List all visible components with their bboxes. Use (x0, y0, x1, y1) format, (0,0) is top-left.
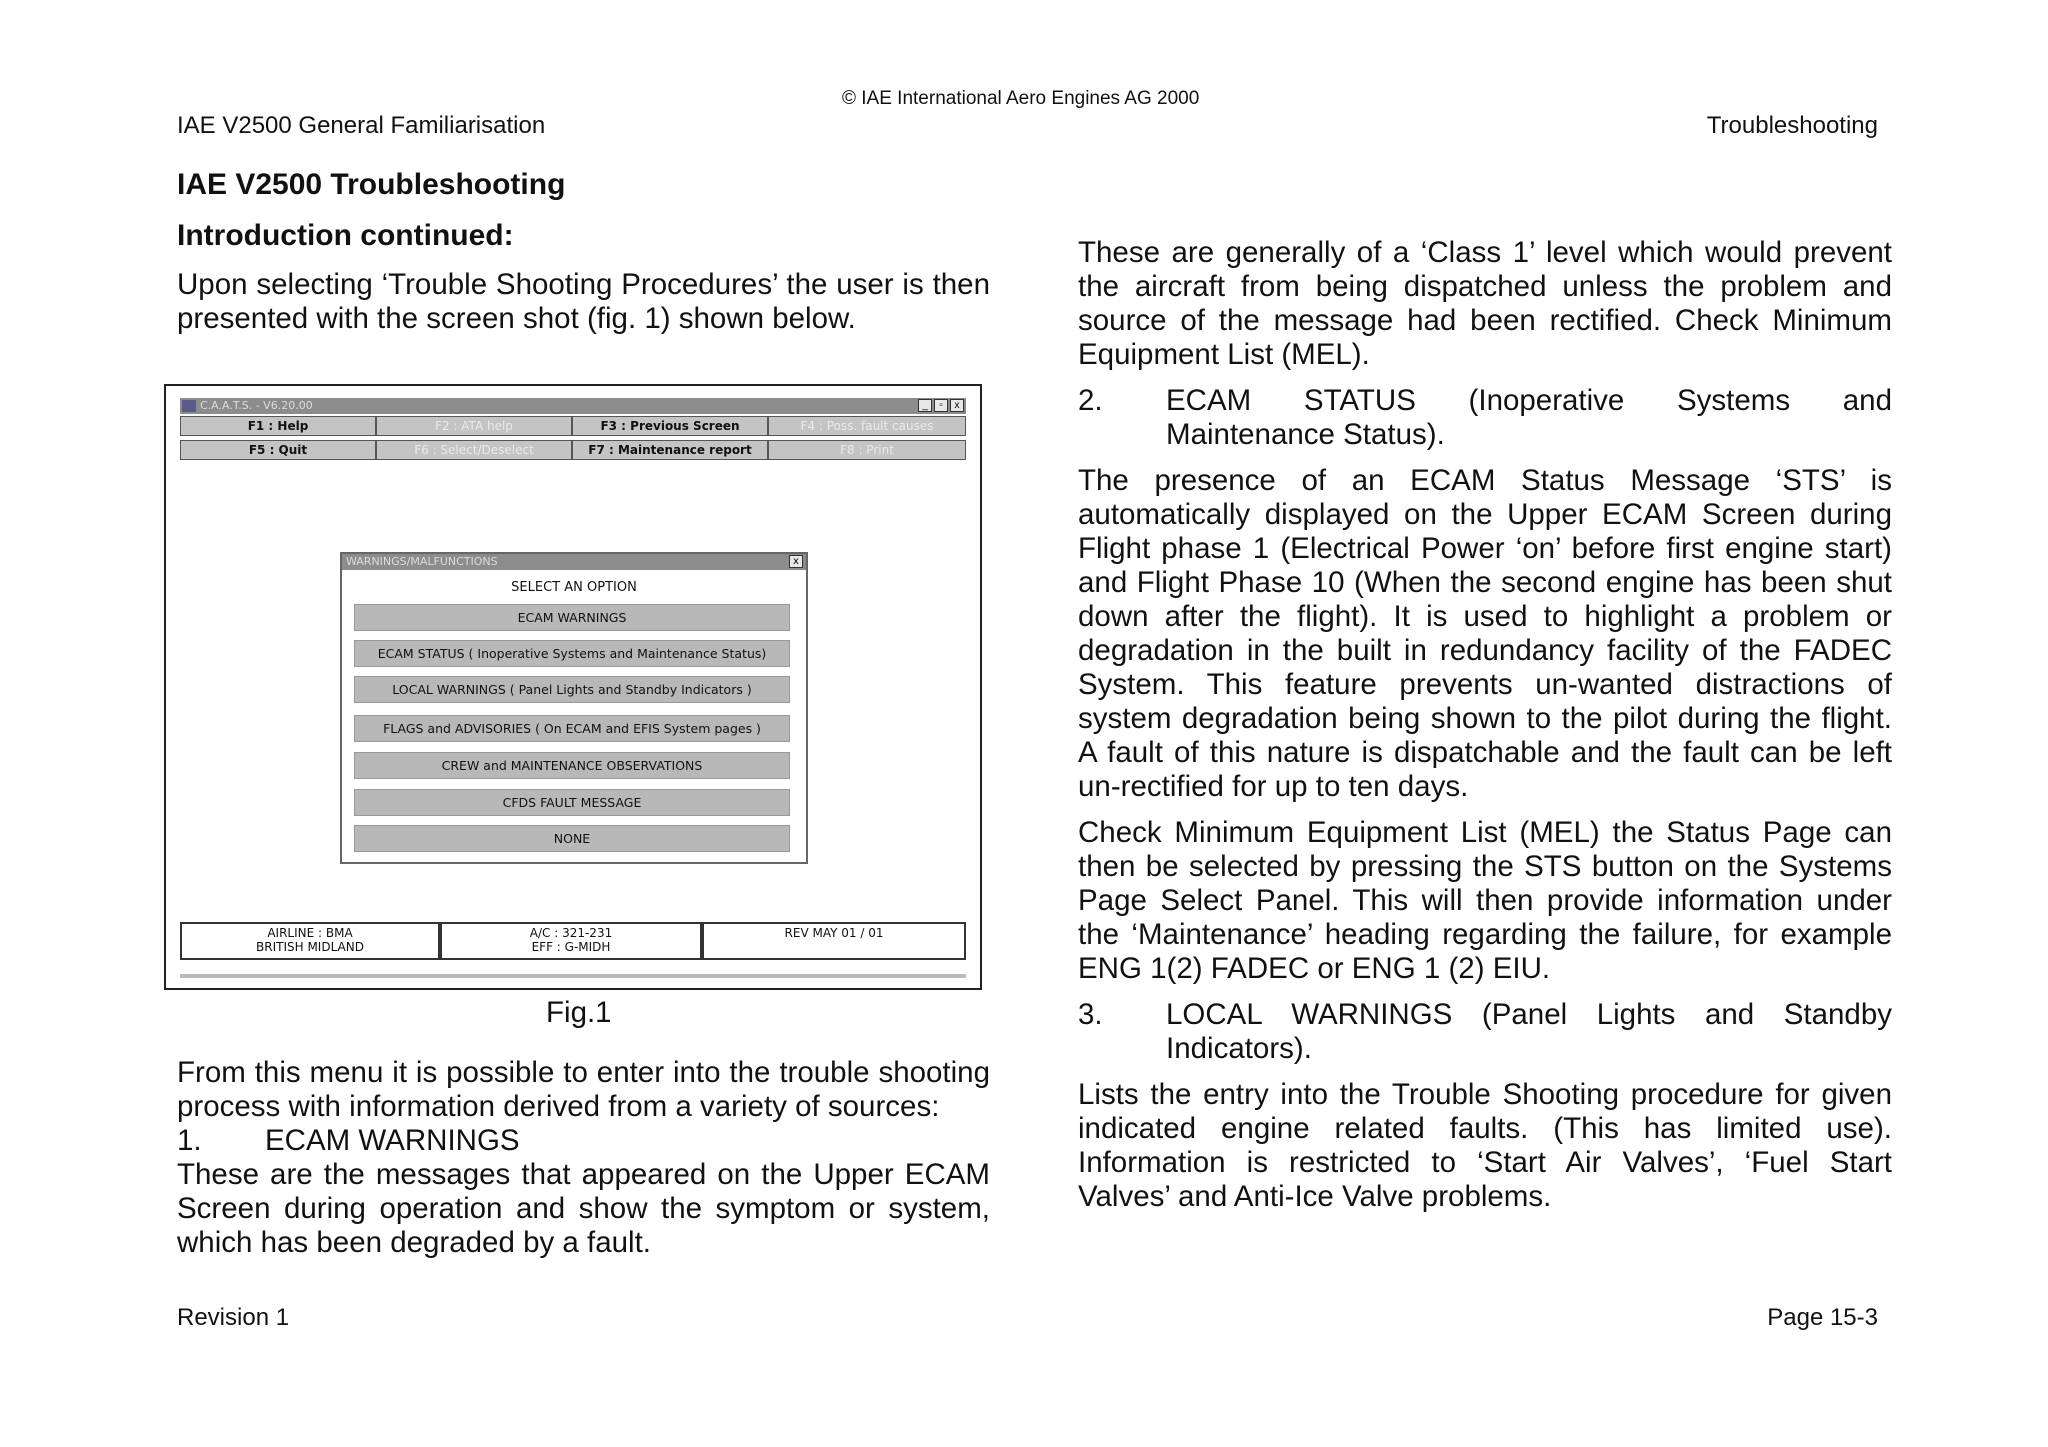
item-1-paragraph (177, 1158, 990, 1260)
option-cfds-fault[interactable]: CFDS FAULT MESSAGE (354, 789, 790, 816)
fkey-fault-causes-button[interactable]: F4 : Poss. fault causes (768, 416, 966, 436)
right-p2-line: A fault of this nature is dispatchable and the fault can be left (1078, 736, 1892, 769)
item-1-line: which has been degraded by a fault. (177, 1226, 651, 1259)
fkey-quit-button[interactable]: F5 : Quit (180, 440, 376, 460)
window-title: C.A.A.T.S. - V6.20.00 (200, 399, 313, 412)
intro-paragraph (177, 268, 990, 336)
aircraft-type: A/C : 321-231 (529, 926, 613, 940)
fkey-maintenance-report-button[interactable]: F7 : Maintenance report (572, 440, 768, 460)
window-titlebar (180, 398, 966, 414)
figure-screenshot (164, 384, 982, 990)
right-p2-line: down after the flight). It is used to highlight a problem or (1078, 600, 1892, 633)
option-flags-advisories[interactable]: FLAGS and ADVISORIES ( On ECAM and EFIS System pages ) (354, 715, 790, 742)
option-local-warnings[interactable]: LOCAL WARNINGS ( Panel Lights and Standby Indicators ) (354, 676, 790, 703)
warnings-dialog (340, 552, 808, 864)
item-2-heading (1078, 384, 1892, 452)
intro-line: presented with the screen shot (fig. 1) shown below. (177, 302, 856, 335)
item-3-label (1166, 998, 1892, 1066)
footer-revision: Revision 1 (177, 1304, 290, 1331)
option-none[interactable]: NONE (354, 825, 790, 852)
right-paragraph-2 (1078, 464, 1892, 804)
status-aircraft (440, 922, 702, 960)
airline-code: AIRLINE : BMA (267, 926, 353, 940)
right-p2-line: system degradation being shown to the pilot during the flight. (1078, 702, 1892, 735)
right-p2-line: degradation in the built in redundancy facility of the FADEC (1078, 634, 1892, 667)
right-paragraph-1 (1078, 236, 1892, 372)
right-p2-line: Flight phase 1 (Electrical Power ‘on’ before first engine start) (1078, 532, 1892, 565)
right-p1-line: source of the message had been rectified. Check Minimum (1078, 304, 1892, 337)
fkey-help-button[interactable]: F1 : Help (180, 416, 376, 436)
item-2-number: 2. (1078, 384, 1103, 417)
horizontal-scrollbar[interactable] (180, 974, 966, 978)
footer-page-number: Page 15-3 (1767, 1304, 1878, 1331)
app-icon (182, 400, 196, 412)
menu-paragraph (177, 1056, 990, 1124)
right-p3-line: Check Minimum Equipment List (MEL) the Status Page can (1078, 816, 1892, 849)
airline-name: BRITISH MIDLAND (256, 940, 364, 954)
right-p4-line: Valves’ and Anti-Ice Valve problems. (1078, 1180, 1552, 1213)
right-p1-line: Equipment List (MEL). (1078, 338, 1370, 371)
item-1-number: 1. (177, 1124, 202, 1157)
aircraft-eff: EFF : G-MIDH (531, 940, 611, 954)
item-2-label (1166, 384, 1892, 452)
right-p3-line: the ‘Maintenance’ heading regarding the failure, for example (1078, 918, 1892, 951)
option-crew-maintenance[interactable]: CREW and MAINTENANCE OBSERVATIONS (354, 752, 790, 779)
item-3-number: 3. (1078, 998, 1103, 1031)
status-revision (702, 922, 966, 960)
dialog-title: WARNINGS/MALFUNCTIONS (346, 555, 498, 568)
intro-line: Upon selecting ‘Trouble Shooting Procedures’ the user is then (177, 268, 990, 301)
fkey-select-button[interactable]: F6 : Select/Deselect (376, 440, 572, 460)
right-p3-line: then be selected by pressing the STS button on the Systems (1078, 850, 1892, 883)
revision-date: REV MAY 01 / 01 (784, 926, 884, 940)
right-p2-line: System. This feature prevents un-wanted distractions of (1078, 668, 1892, 701)
right-p4-line: Information is restricted to ‘Start Air Valves’, ‘Fuel Start (1078, 1146, 1892, 1179)
item-2-line: ECAM STATUS (Inoperative Systems and (1166, 384, 1892, 417)
menu-line: process with information derived from a variety of sources: (177, 1090, 940, 1123)
page-title: IAE V2500 Troubleshooting (177, 168, 566, 201)
close-icon[interactable]: x (950, 399, 964, 412)
option-ecam-warnings[interactable]: ECAM WARNINGS (354, 604, 790, 631)
maximize-icon[interactable]: ▫ (934, 399, 948, 412)
figure-caption: Fig.1 (546, 996, 612, 1029)
item-2-line: Maintenance Status). (1166, 418, 1445, 451)
item-1-line: Screen during operation and show the symptom or system, (177, 1192, 990, 1225)
menu-line: From this menu it is possible to enter into the trouble shooting (177, 1056, 990, 1089)
fkey-print-button[interactable]: F8 : Print (768, 440, 966, 460)
right-p1-line: These are generally of a ‘Class 1’ level which would prevent (1078, 236, 1892, 269)
item-3-line: LOCAL WARNINGS (Panel Lights and Standby (1166, 998, 1892, 1031)
section-subtitle: Introduction continued: (177, 219, 514, 252)
right-paragraph-3 (1078, 816, 1892, 986)
item-1-label: ECAM WARNINGS (265, 1124, 520, 1157)
header-right: Troubleshooting (1706, 112, 1878, 139)
right-paragraph-4 (1078, 1078, 1892, 1214)
fkey-ata-help-button[interactable]: F2 : ATA help (376, 416, 572, 436)
right-p4-line: indicated engine related faults. (This has limited use). (1078, 1112, 1892, 1145)
right-p2-line: un-rectified for up to ten days. (1078, 770, 1469, 803)
item-1-heading (177, 1124, 990, 1158)
right-p1-line: the aircraft from being dispatched unless the problem and (1078, 270, 1892, 303)
dialog-prompt: SELECT AN OPTION (511, 580, 637, 595)
item-1-line: These are the messages that appeared on the Upper ECAM (177, 1158, 990, 1191)
copyright-notice: © IAE International Aero Engines AG 2000 (842, 88, 1200, 109)
right-p4-line: Lists the entry into the Trouble Shooting procedure for given (1078, 1078, 1892, 1111)
right-p2-line: The presence of an ECAM Status Message ‘STS’ is (1078, 464, 1892, 497)
right-p3-line: ENG 1(2) FADEC or ENG 1 (2) EIU. (1078, 952, 1551, 985)
dialog-close-icon[interactable]: x (789, 555, 803, 568)
right-p2-line: and Flight Phase 10 (When the second engine has been shut (1078, 566, 1892, 599)
minimize-icon[interactable]: _ (918, 399, 932, 412)
item-3-heading (1078, 998, 1892, 1066)
right-p3-line: Page Select Panel. This will then provide information under (1078, 884, 1892, 917)
dialog-titlebar (342, 554, 806, 570)
option-ecam-status[interactable]: ECAM STATUS ( Inoperative Systems and Maintenance Status) (354, 640, 790, 667)
item-3-line: Indicators). (1166, 1032, 1312, 1065)
status-airline (180, 922, 440, 960)
right-p2-line: automatically displayed on the Upper ECAM Screen during (1078, 498, 1892, 531)
header-left: IAE V2500 General Familiarisation (177, 112, 546, 139)
fkey-previous-screen-button[interactable]: F3 : Previous Screen (572, 416, 768, 436)
